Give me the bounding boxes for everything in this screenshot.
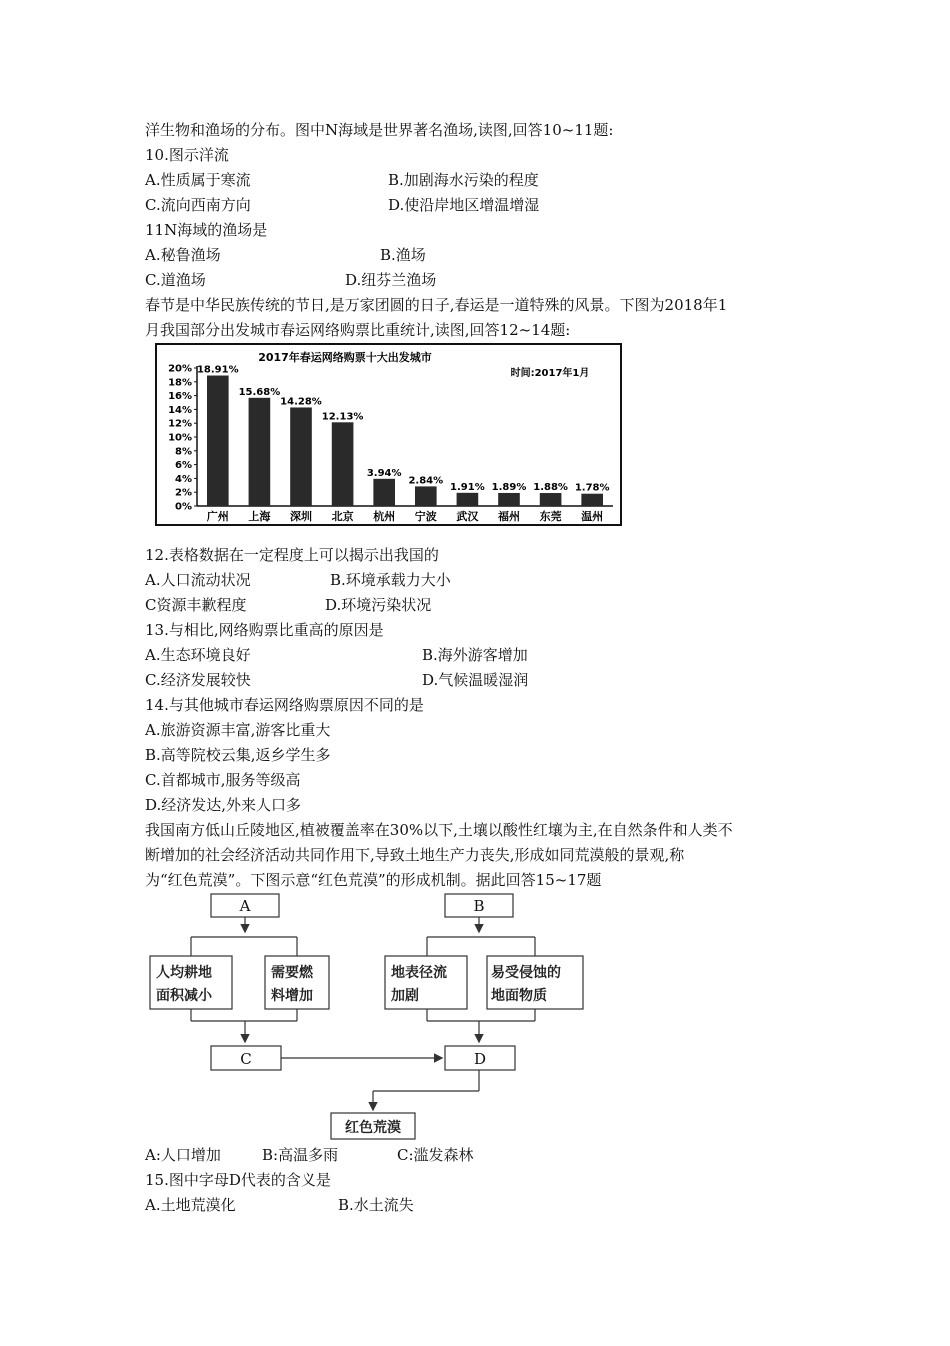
label-erodible-2: 地面物质 — [491, 988, 547, 1004]
chart-subtitle: 时间:2017年1月 — [510, 368, 590, 379]
y-tick-label: 8% — [175, 446, 192, 458]
label-farmland-1: 人均耕地 — [156, 965, 212, 981]
q15-option-a: A.土地荒漠化 — [145, 1196, 236, 1214]
y-tick-label: 18% — [168, 377, 192, 389]
bar-value-label: 18.91% — [196, 364, 239, 376]
legend-a: A:人口增加 — [145, 1146, 221, 1164]
bar-8 — [498, 493, 520, 506]
bar-7 — [457, 493, 479, 506]
passage-red-desert-1: 我国南方低山丘陵地区,植被覆盖率在30%以下,土壤以酸性红壤为主,在自然条件和人类不 — [145, 821, 733, 839]
q14-option-c: C.首都城市,服务等级高 — [145, 771, 301, 789]
label-c: C — [240, 1050, 252, 1068]
y-tick-label: 6% — [175, 460, 192, 472]
legend-b: B:高温多雨 — [262, 1146, 339, 1164]
y-tick-label: 10% — [168, 432, 192, 444]
label-erodible-1: 易受侵蚀的 — [491, 965, 561, 981]
bar-5 — [373, 479, 395, 506]
category-label: 东莞 — [539, 510, 562, 523]
question-13: 13.与相比,网络购票比重高的原因是 — [145, 621, 384, 639]
legend-c: C:滥发森林 — [397, 1146, 474, 1164]
q10-option-b: B.加剧海水污染的程度 — [388, 171, 539, 189]
y-tick-label: 12% — [168, 418, 192, 430]
q11-option-d: D.纽芬兰渔场 — [345, 271, 437, 289]
bar-value-label: 2.84% — [408, 475, 444, 487]
label-farmland-2: 面积减小 — [156, 988, 212, 1004]
label-fuel-2: 料增加 — [271, 988, 313, 1004]
question-10: 10.图示洋流 — [145, 146, 229, 164]
passage-spring-festival-1: 春节是中华民族传统的节日,是万家团圆的日子,春运是一道特殊的风景。下图为2018年1 — [145, 296, 728, 314]
category-label: 上海 — [248, 510, 271, 523]
question-14: 14.与其他城市春运网络购票原因不同的是 — [145, 696, 424, 714]
label-runoff-2: 加剧 — [391, 988, 419, 1004]
q11-option-b: B.渔场 — [380, 246, 426, 264]
q13-option-a: A.生态环境良好 — [145, 646, 251, 664]
y-tick-label: 4% — [175, 473, 192, 485]
q10-option-d: D.使沿岸地区增温增湿 — [388, 196, 540, 214]
q13-option-c: C.经济发展较快 — [145, 671, 251, 689]
bar-value-label: 1.89% — [491, 481, 527, 493]
q12-option-b: B.环境承载力大小 — [330, 571, 451, 589]
y-tick-label: 20% — [168, 363, 192, 375]
y-tick-label: 0% — [175, 501, 192, 513]
category-label: 杭州 — [373, 510, 396, 523]
bar-1 — [207, 376, 229, 506]
category-label: 福州 — [498, 510, 520, 523]
q14-option-b: B.高等院校云集,返乡学生多 — [145, 746, 331, 764]
bar-2 — [249, 398, 271, 506]
passage-red-desert-3: 为“红色荒漠”。下图示意“红色荒漠”的形成机制。据此回答15~17题 — [145, 871, 602, 889]
chart-title: 2017年春运网络购票十大出发城市 — [258, 351, 432, 364]
bar-value-label: 1.88% — [533, 482, 568, 494]
bar-value-label: 12.13% — [321, 411, 364, 423]
q13-option-d: D.气候温暖湿润 — [422, 671, 529, 689]
question-15: 15.图中字母D代表的含义是 — [145, 1171, 331, 1189]
label-fuel-1: 需要燃 — [271, 965, 313, 981]
y-tick-label: 16% — [168, 391, 192, 403]
label-b: B — [473, 897, 485, 915]
label-red-desert: 红色荒漠 — [345, 1120, 401, 1136]
bar-3 — [290, 407, 312, 506]
q14-option-a: A.旅游资源丰富,游客比重大 — [145, 721, 331, 739]
ticket-share-bar-chart — [155, 343, 622, 526]
category-label: 北京 — [331, 510, 354, 523]
bar-value-label: 3.94% — [366, 467, 402, 479]
category-label: 温州 — [581, 510, 604, 523]
q15-option-b: B.水土流失 — [338, 1196, 414, 1214]
bar-9 — [540, 493, 562, 506]
label-d: D — [473, 1050, 487, 1068]
red-desert-mechanism-diagram — [145, 891, 605, 1141]
y-tick-label: 2% — [175, 487, 192, 499]
q13-option-b: B.海外游客增加 — [422, 646, 528, 664]
category-label: 深圳 — [290, 510, 312, 523]
bar-4 — [332, 422, 354, 506]
category-label: 宁波 — [414, 510, 437, 523]
bar-10 — [581, 494, 603, 506]
y-tick-label: 14% — [168, 404, 192, 416]
q14-option-d: D.经济发达,外来人口多 — [145, 796, 302, 814]
q12-option-d: D.环境污染状况 — [325, 596, 432, 614]
label-a: A — [239, 897, 251, 915]
q11-option-a: A.秘鲁渔场 — [145, 246, 221, 264]
passage-intro-line: 洋生物和渔场的分布。图中N海域是世界著名渔场,读图,回答10~11题: — [145, 121, 614, 139]
bar-6 — [415, 486, 437, 506]
category-label: 广州 — [206, 510, 229, 523]
passage-spring-festival-2: 月我国部分出发城市春运网络购票比重统计,读图,回答12~14题: — [145, 321, 571, 339]
q12-option-a: A.人口流动状况 — [145, 571, 251, 589]
bar-value-label: 14.28% — [280, 396, 322, 408]
bar-value-label: 1.78% — [574, 482, 610, 494]
category-label: 武汉 — [456, 510, 479, 523]
bar-value-label: 1.91% — [450, 481, 485, 493]
q11-option-c: C.道渔场 — [145, 271, 206, 289]
question-12: 12.表格数据在一定程度上可以揭示出我国的 — [145, 546, 439, 564]
q10-option-c: C.流向西南方向 — [145, 196, 251, 214]
q12-option-c: C资源丰歉程度 — [145, 596, 247, 614]
q10-option-a: A.性质属于寒流 — [145, 171, 251, 189]
passage-red-desert-2: 断增加的社会经济活动共同作用下,导致土地生产力丧失,形成如同荒漠般的景观,称 — [145, 846, 685, 864]
label-runoff-1: 地表径流 — [391, 965, 447, 981]
bar-value-label: 15.68% — [238, 386, 281, 398]
question-11: 11N海域的渔场是 — [145, 221, 268, 239]
